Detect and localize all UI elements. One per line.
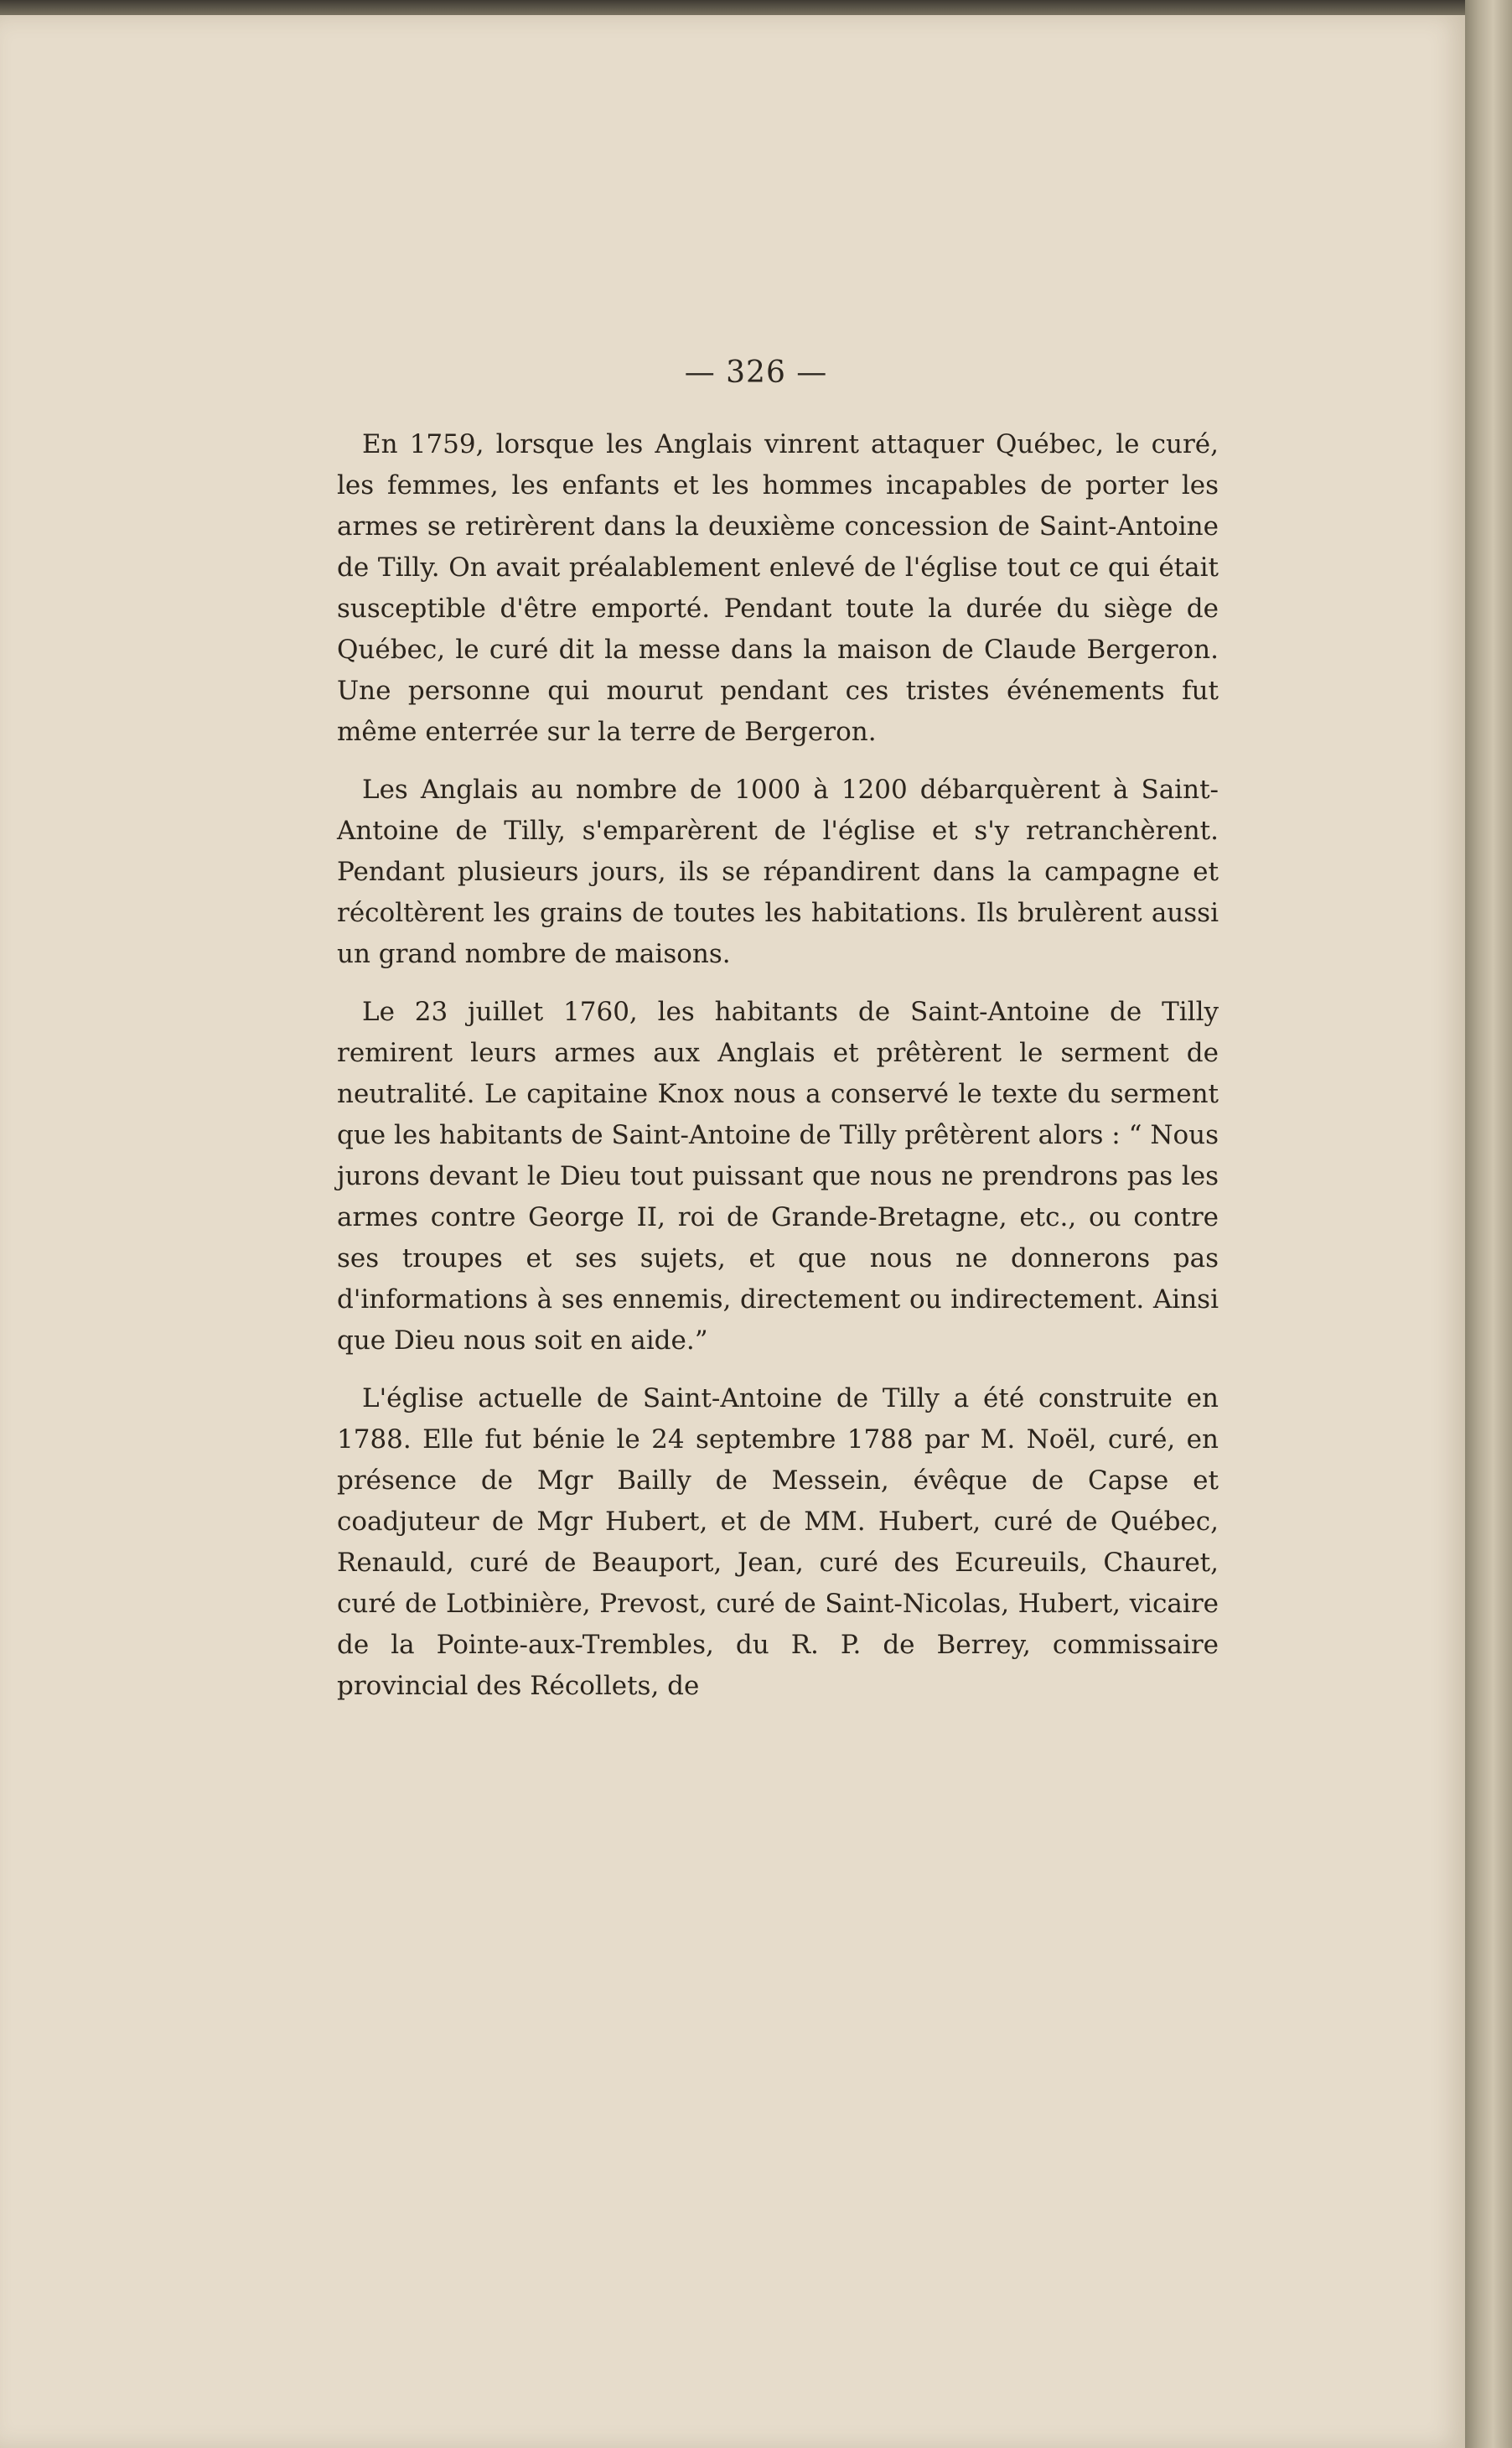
page-top-edge	[0, 0, 1512, 15]
paragraph-english-landing: Les Anglais au nombre de 1000 à 1200 débarquèrent à Saint-Antoine de Tilly, s'emparèrent de l'église et s'y retranchèrent. Pendant plusieurs jours, ils se répandirent dans la campagne et récoltèrent les grains de toutes les habitations. Ils brulèrent aussi un grand nombre de maisons.	[337, 775, 1219, 969]
page-number: — 326 —	[684, 355, 828, 390]
body-text	[337, 424, 1219, 1707]
paragraph-church-1788: L'église actuelle de Saint-Antoine de Tilly a été construite en 1788. Elle fut bénie le 24 septembre 1788 par M. Noël, curé, en présence de Mgr Bailly de Messein, évêque de Capse et coadjuteur de Mgr Hubert, et de MM. Hubert, curé de Québec, Renauld, curé de Beauport, Jean, curé des Ecureuils, Chauret, curé de Lotbinière, Prevost, curé de Saint-Nicolas, Hubert, vicaire de la Pointe-aux-Trembles, du R. P. de Berrey, commissaire provincial des Récollets, de	[337, 1383, 1219, 1701]
paragraph-siege-1759: En 1759, lorsque les Anglais vinrent attaquer Québec, le curé, les femmes, les enfants et les hommes incapables de porter les armes se retirèrent dans la deuxième concession de Saint-Antoine de Tilly. On avait préalablement enlevé de l'église tout ce qui était susceptible d'être emporté. Pendant toute la durée du siège de Québec, le curé dit la messe dans la maison de Claude Bergeron. Une personne qui mourut pendant ces tristes événements fut même enterrée sur la terre de Bergeron.	[337, 429, 1219, 747]
paragraph-oath-1760: Le 23 juillet 1760, les habitants de Saint-Antoine de Tilly remirent leurs armes aux Anglais et prêtèrent le serment de neutralité. Le capitaine Knox nous a conservé le texte du serment que les habitants de Saint-Antoine de Tilly prêtèrent alors : “ Nous jurons devant le Dieu tout puissant que nous ne prendrons pas les armes contre George II, roi de Grande-Bretagne, etc., ou contre ses troupes et ses sujets, et que nous ne donnerons pas d'informations à ses ennemis, directement ou indirectement. Ainsi que Dieu nous soit en aide.”	[337, 997, 1219, 1356]
